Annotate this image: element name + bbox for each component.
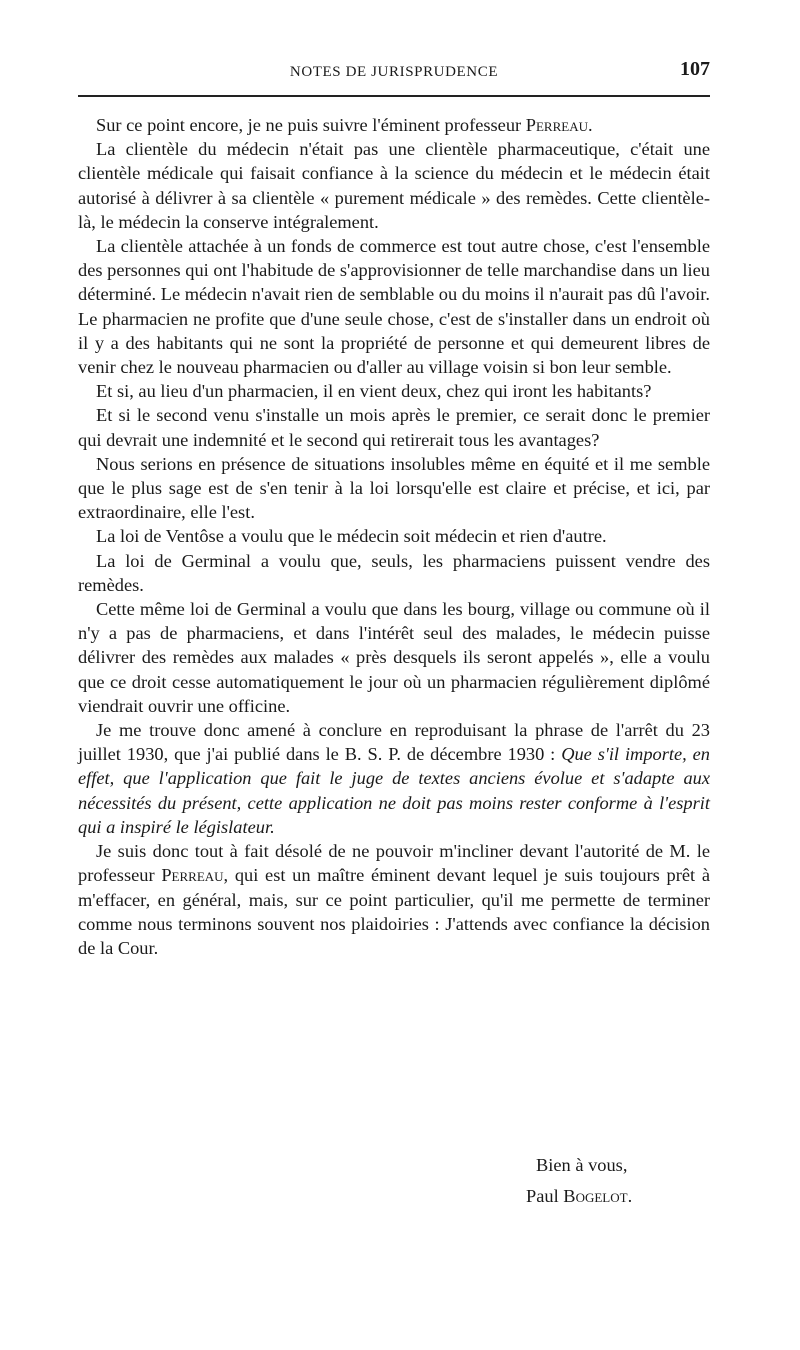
author-name: Perreau — [161, 865, 224, 886]
paragraph-text: Sur ce point encore, je ne puis suivre l'éminent professeur — [96, 115, 526, 135]
signature-first-name: Paul — [526, 1186, 564, 1206]
author-name: Perreau — [525, 115, 588, 135]
header-rule — [78, 95, 710, 97]
signature-last-name: Bogelot — [563, 1186, 628, 1206]
punctuation: . — [587, 115, 593, 135]
paragraph: La loi de Ventôse a voulu que le médecin soit médecin et rien d'autre. — [96, 526, 607, 547]
paragraph-text: , qui est un maître éminent devant lequel je suis toujours prêt à m'effacer, en général, mais, sur ce point particulier, qu'il me permette de terminer comme nous terminons souvent nos plaidoiries : J'attends avec confiance la décision de la Cour. — [78, 865, 711, 958]
paragraph: La clientèle attachée à un fonds de commerce est tout autre chose, c'est l'ensemble des personnes qui ont l'habitude de s'approvisionner de telle marchandise dans un lieu déterminé. Le médecin n'avait rien de semblable ou du moins il n'aurait pas dû l'avoir. Le pharmacien ne profite que d'une seule chose, c'est de s'installer dans un endroit où il y a des habitants qui ne sont la propriété de personne et qui demeurent libres de venir chez le nouveau pharmacien ou d'aller au village voisin si bon leur semble. — [78, 236, 710, 378]
paragraph — [78, 113, 710, 137]
paragraph: La loi de Germinal a voulu que, seuls, les pharmaciens puissent vendre des remèdes. — [78, 550, 710, 595]
paragraph-text: Je me trouve donc amené à conclure en reproduisant la phrase de l'arrêt du 23 juillet 1930, que j'ai publié dans le B. S. P. de décembre 1930 : — [78, 720, 710, 765]
signature-block — [526, 1150, 632, 1212]
page-header — [78, 58, 710, 88]
paragraph: Nous serions en présence de situations insolubles même en équité et il me semble que le plus sage est de s'en tenir à la loi lorsqu'elle est claire et précise, et ici, par extraordinaire, elle l'est. — [78, 453, 710, 523]
paragraph: Cette même loi de Germinal a voulu que dans les bourg, village ou commune où il n'y a pas de pharmaciens, et dans l'intérêt seul des malades, le médecin puisse délivrer des remèdes aux malades « près desquels ils seront appelés », elle a voulu que ce droit cesse automatiquement le jour où un pharmacien régulièrement diplômé viendrait ouvrir une officine. — [78, 599, 710, 716]
punctuation: . — [627, 1186, 633, 1206]
paragraph — [78, 839, 710, 960]
body-text — [78, 113, 710, 960]
paragraph: Et si, au lieu d'un pharmacien, il en vient deux, chez qui iront les habitants? — [96, 381, 652, 402]
paragraph: Et si le second venu s'installe un mois après le premier, ce serait donc le premier qui devrait une indemnité et le second qui retirerait tous les avantages? — [78, 405, 710, 450]
running-title: NOTES DE JURISPRUDENCE — [289, 64, 499, 80]
signature-greeting: Bien à vous, — [536, 1155, 628, 1175]
paragraph: La clientèle du médecin n'était pas une clientèle pharmaceutique, c'était une clientèle médicale qui faisait confiance à la science du médecin et le médecin était autorisé à délivrer à sa clientèle « purement médicale » des remèdes. Cette clientèle-là, le médecin la conserve intégralement. — [78, 139, 710, 232]
paragraph — [78, 718, 710, 839]
paragraph-text: Je suis donc tout à fait désolé de ne pouvoir m'incliner devant l'autorité de M. le professeur — [78, 841, 710, 886]
page-number: 107 — [680, 58, 710, 80]
court-quote: Que s'il importe, en effet, que l'application que fait le juge de textes anciens évolue et s'adapte aux nécessités du présent, cette application ne doit pas moins rester conforme à l'esprit qui a inspiré le législateur. — [78, 744, 710, 837]
signature-name — [526, 1181, 632, 1212]
